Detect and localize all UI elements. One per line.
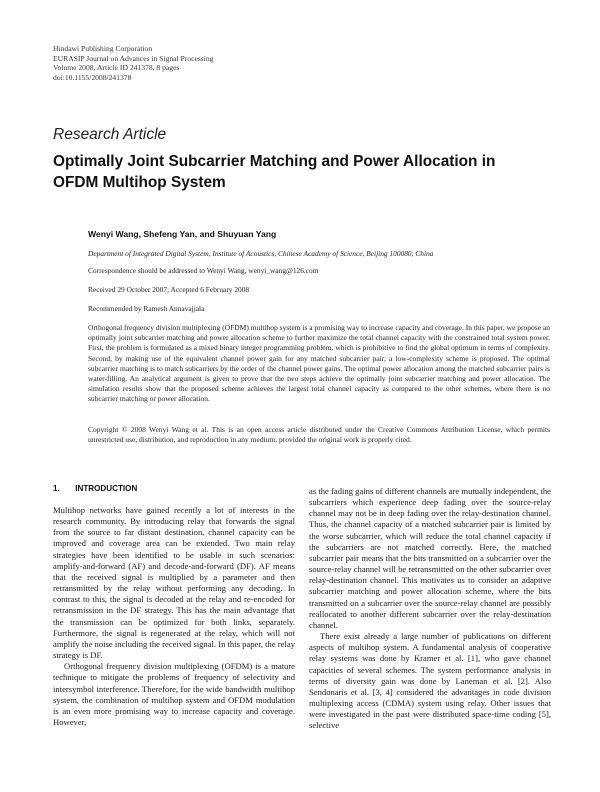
received-dates: Received 29 October 2007; Accepted 6 February 2008 bbox=[88, 285, 250, 294]
article-type: Research Article bbox=[53, 126, 167, 143]
abstract: Orthogonal frequency division multiplexing (OFDM) multihop system is a promising way to increase capacity and coverage. In this paper, we propose an optimally joint subcarrier matching and power allocation scheme to further maximize the total channel capacity with the constrained total system power. First, the problem is formulated as a mixed binary integer programming problem, which is prohibitive to find the global optimum in terms of complexity. Second, by making use of the equivalent channel power gain for any matched subcarrier pair, a low-complexity scheme is proposed. The optimal subcarrier matching is to match subcarriers by the order of the channel power gains. The optimal power allocation among the matched subcarrier pairs is water-filling. An analytical argument is given to prove that the two steps achieve the optimally joint subcarrier matching and power allocation. The simulation results show that the proposed scheme achieves the largest total channel capacity as compared to the other schemes, where there is no subcarrier matching or power allocation. bbox=[88, 323, 550, 404]
affiliation: Department of Integrated Digital System, Institute of Acoustics, Chinese Academy of Science, Beijing 100080, China bbox=[88, 249, 434, 258]
left-column bbox=[53, 505, 295, 728]
copyright-notice: Copyright © 2008 Wenyi Wang et al. This is an open access article distributed under the Creative Commons Attribution License, which permits unrestricted use, distribution, and reproduction in any medium, provided the original work is properly cited. bbox=[88, 425, 550, 445]
body-paragraph: Multihop networks have gained recently a lot of interests in the research community. By introducing relay that forwards the signal from the source to far distant destination, channel capacity can be improved and coverage area can be extended. Two main relay strategies have been identified to be usable in such scenarios: amplify-and-forward (AF) and decode-and-forward (DF). AF means that the received signal is multiplied by a parameter and then retransmitted by the relay without performing any decoding. In contrast to this, the signal is decoded at the relay and re-encoded for retransmission in the DF strategy. This has the main advantage that the transmission can be optimized for both links, separately. Furthermore, the signal is regenerated at the relay, which will not amplify the noise including the received signal. In this paper, the relay strategy is DF. bbox=[53, 505, 295, 661]
journal-line: EURASIP Journal on Advances in Signal Processing bbox=[53, 53, 214, 63]
section-title: INTRODUCTION bbox=[75, 484, 138, 493]
body-paragraph: There exist already a large number of publications on different aspects of multihop system. A fundamental analysis of cooperative relay systems was done by Kramer et al. [1], who gave channel capacities of several schemes. The system performance analysis in terms of diversity gain was done by Laneman et al. [2]. Also Sendonaris et al. [3, 4] considered the advantages in code division multiplexing access (CDMA) system using relay. Other issues that were investigated in the past were distributed space-time coding [5], selective bbox=[309, 631, 551, 731]
correspondence: Correspondence should be addressed to Wenyi Wang, wenyi_wang@126.com bbox=[88, 266, 319, 275]
recommended-by: Recommended by Ramesh Annavajjala bbox=[88, 304, 205, 313]
body-paragraph: as the fading gains of different channels are mutually independent, the subcarriers which experience deep fading over the source-relay channel may not be in deep fading over the relay-destination channel. Thus, the channel capacity of a matched subcarrier pair is limited by the worse subcarrier, which will reduce the total channel capacity if the subcarriers are not matched correctly. Here, the matched subcarrier pair means that the bits transmitted on a subcarrier over the source-relay channel will be retransmitted on the other subcarrier over relay-destination channel. This motivates us to consider an adaptive subcarrier matching and power allocation scheme, where the bits transmitted on a subcarrier over the source-relay channel are possibly reallocated to another different subcarrier over the relay-destination channel. bbox=[309, 486, 551, 630]
volume-line: Volume 2008, Article ID 241378, 8 pages bbox=[53, 63, 180, 73]
paper-title bbox=[53, 151, 553, 193]
author-list: Wenyi Wang, Shefeng Yan, and Shuyuan Yang bbox=[88, 229, 277, 239]
title-line-2: OFDM Multihop System bbox=[53, 174, 226, 191]
journal-header bbox=[53, 44, 213, 82]
title-line-1: Optimally Joint Subcarrier Matching and Power Allocation in bbox=[53, 153, 496, 170]
right-column bbox=[309, 486, 551, 731]
body-paragraph: Orthogonal frequency division multiplexing (OFDM) is a mature technique to mitigate the problems of frequency of selectivity and intersymbol interference. Therefore, for the wide bandwidth multihop system, the combination of multihop system and OFDM modulation is an even more promising way to increase capacity and coverage. However, bbox=[53, 661, 295, 727]
doi-line: doi:10.1155/2008/241378 bbox=[53, 72, 132, 82]
publisher-line: Hindawi Publishing Corporation bbox=[53, 44, 153, 53]
section-number: 1. bbox=[53, 484, 60, 493]
section-heading bbox=[53, 484, 137, 493]
